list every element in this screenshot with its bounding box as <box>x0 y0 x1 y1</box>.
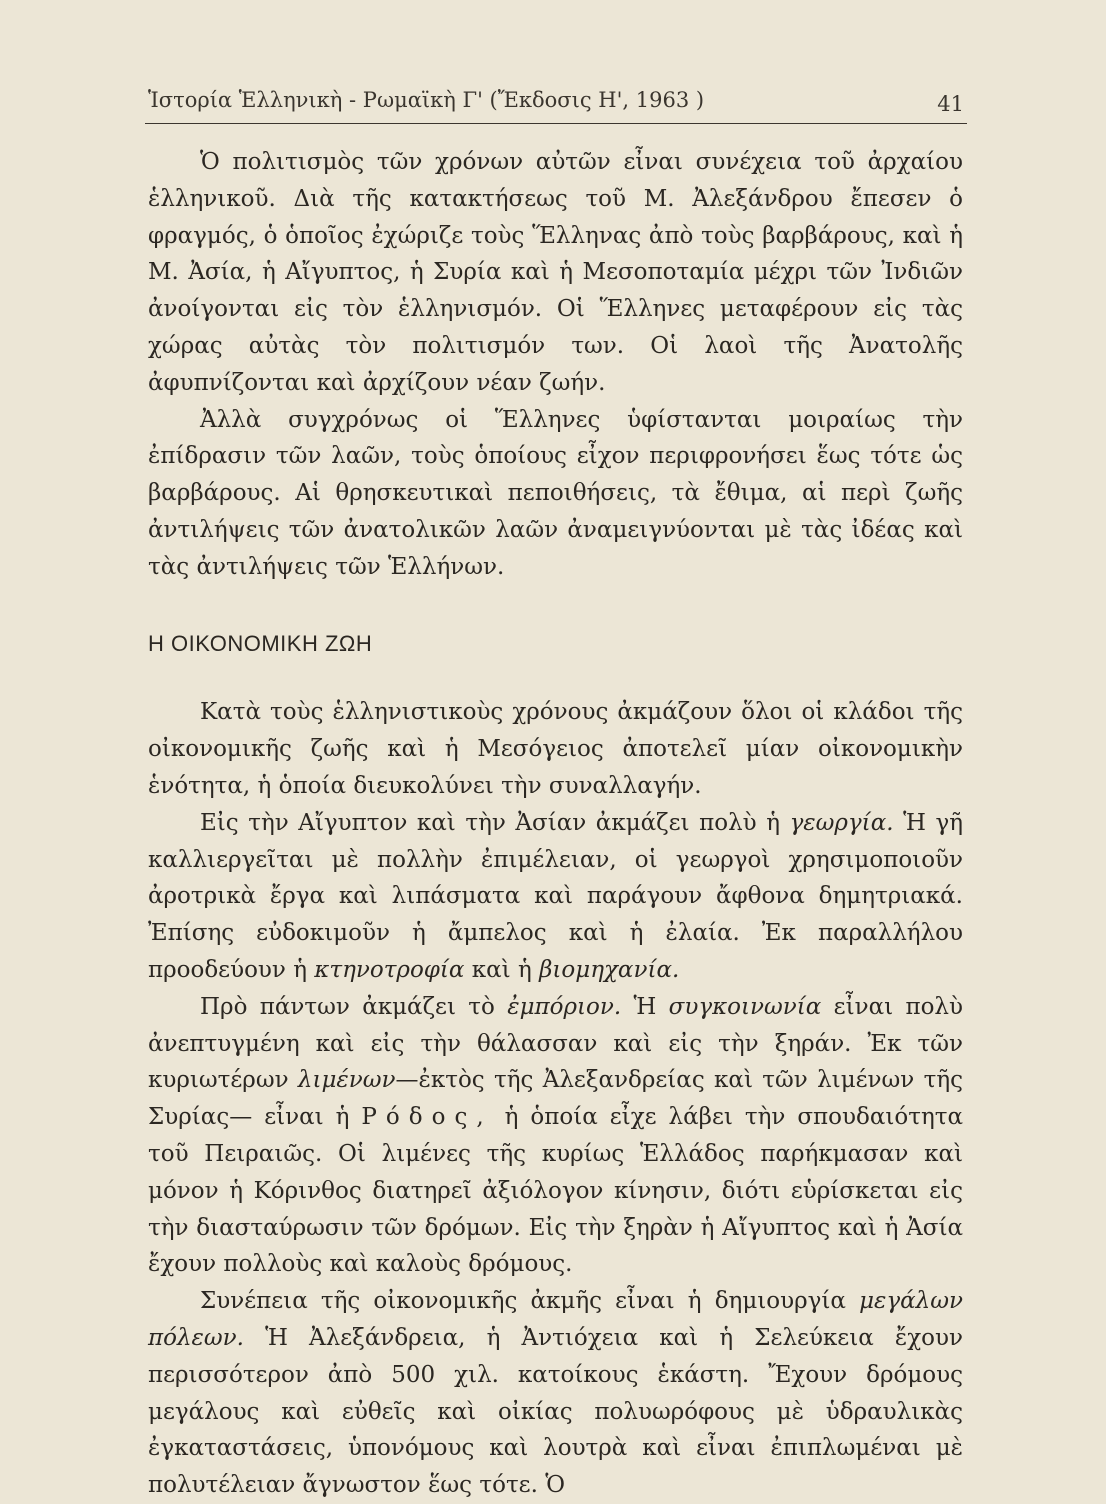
term-commerce: ἐμπόριον. <box>507 993 622 1020</box>
text-run: Πρὸ πάντων ἀκμάζει τὸ <box>200 993 508 1020</box>
text-run: Ἡ γῆ καλλιεργεῖται μὲ πολλὴν ἐπιμέλειαν, οἱ γεωργοὶ χρησιμοποιοῦν ἀροτρικὰ ἔργα καὶ λιπάσματα καὶ παράγουν ἄφθονα δημητριακά. Ἐπίσης εὐδοκιμοῦν ἡ ἄμπελος καὶ ἡ ἐλαία. Ἐκ παραλλήλου προοδεύουν ἡ <box>148 809 964 983</box>
intro-paragraph-1: Ὁ πολιτισμὸς τῶν χρόνων αὐτῶν εἶναι συνέχεια τοῦ ἀρχαίου ἑλληνικοῦ. Διὰ τῆς κατακτήσεως τοῦ Μ. Ἀλεξάνδρου ἔπεσεν ὁ φραγμός, ὁ ὁποῖος ἐχώριζε τοὺς Ἕλληνας ἀπὸ τοὺς βαρβάρους, καὶ ἡ Μ. Ἀσία, ἡ Αἴγυπτος, ἡ Συρία καὶ ἡ Μεσοποταμία μέχρι τῶν Ἰνδιῶν ἀνοίγονται εἰς τὸν ἑλληνισμόν. Οἱ Ἕλληνες μεταφέρουν εἰς τὰς χώρας αὐτὰς τὸν πολιτισμόν των. Οἱ λαοὶ τῆς Ἀνατολῆς ἀφυπνίζονται καὶ ἀρχίζουν νέαν ζωήν. <box>148 149 963 396</box>
term-ports: λιμένων <box>297 1067 396 1094</box>
text-run: Συνέπεια τῆς οἰκονομικῆς ἀκμῆς εἶναι ἡ δημιουργία <box>200 1288 860 1315</box>
page-number: 41 <box>937 92 964 116</box>
text-run: ἡ ὁποία εἶχε λάβει τὴν σπουδαιότητα τοῦ Πειραιῶς. Οἱ λιμένες τῆς κυρίως Ἑλλάδος παρήκμασαν καὶ μόνον ἡ Κόρινθος διατηρεῖ ἀξιόλογον κίνησιν, διότι εὑρίσκεται εἰς τὴν διασταύρωσιν τῶν δρόμων. Εἰς τὴν ξηρὰν ἡ Αἴγυπτος καὶ ἡ Ἀσία ἔχουν πολλοὺς καὶ καλοὺς δρόμους. <box>148 1104 963 1278</box>
economy-paragraph-1: Κατὰ τοὺς ἑλληνιστικοὺς χρόνους ἀκμάζουν ὅλοι οἱ κλάδοι τῆς οἰκονομικῆς ζωῆς καὶ ἡ Μεσόγειος ἀποτελεῖ μίαν οἰκονομικὴν ἑνότητα, ἡ ὁποία διευκολύνει τὴν συναλλαγήν. <box>148 699 963 799</box>
term-communication: συγκοινωνία <box>668 993 822 1020</box>
text-run: —ἐκτὸς τῆς Ἀλεξανδρείας καὶ τῶν λιμένων τῆς Συρίας— εἶναι ἡ <box>148 1067 963 1131</box>
term-industry: βιομηχανία. <box>539 956 680 983</box>
text-run: Εἰς τὴν Αἴγυπτον καὶ τὴν Ἀσίαν ἀκμάζει πολὺ ἡ <box>200 809 790 836</box>
economy-paragraph-2 <box>148 805 963 989</box>
text-run: Ἡ <box>621 993 669 1020</box>
term-agriculture: γεωργία. <box>789 809 894 836</box>
economy-paragraph-3 <box>148 989 963 1283</box>
term-rhodes: Ρόδος, <box>361 1104 493 1131</box>
text-run: Ἡ Ἀλεξάνδρεια, ἡ Ἀντιόχεια καὶ ἡ Σελεύκεια ἔχουν περισσότερον ἀπὸ 500 χιλ. κατοίκους ἑκάστη. Ἔχουν δρόμους μεγάλους καὶ εὐθεῖς καὶ οἰκίας πολυωρόφους μὲ ὑδραυλικὰς ἐγκαταστάσεις, ὑπονόμους καὶ λουτρὰ καὶ εἶναι ἐπιπλωμέναι μὲ πολυτέλειαν ἄγνωστον ἕως τότε. Ὁ <box>148 1324 963 1499</box>
text-run: καὶ ἡ <box>464 956 540 983</box>
header-rule <box>145 123 967 124</box>
section-heading: Η ΟΙΚΟΝΟΜΙΚΗ ΖΩΗ <box>148 630 373 656</box>
term-great-cities: μεγάλων πόλεων. <box>148 1288 963 1351</box>
running-header <box>148 88 964 116</box>
body-text <box>148 144 963 1504</box>
intro-paragraph-2: Ἀλλὰ συγχρόνως οἱ Ἕλληνες ὑφίστανται μοιραίως τὴν ἐπίδρασιν τῶν λαῶν, τοὺς ὁποίους εἶχον περιφρονήσει ἕως τότε ὡς βαρβάρους. Αἱ θρησκευτικαὶ πεποιθήσεις, τὰ ἔθιμα, αἱ περὶ ζωῆς ἀντιλήψεις τῶν ἀνατολικῶν λαῶν ἀναμειγνύονται μὲ τὰς ἰδέας καὶ τὰς ἀντιλήψεις τῶν Ἑλλήνων. <box>148 406 963 580</box>
economy-paragraph-4 <box>148 1283 963 1504</box>
running-title: Ἱστορία Ἑλληνικὴ - Ρωμαϊκὴ Γ' (Ἔκδοσις Η', 1963 ) <box>148 88 705 112</box>
text-run: εἶναι πολὺ ἀνεπτυγμένη καὶ εἰς τὴν θάλασσαν καὶ εἰς τὴν ξηράν. Ἐκ τῶν κυριωτέρων <box>148 993 963 1094</box>
term-livestock: κτηνοτροφία <box>314 956 465 983</box>
